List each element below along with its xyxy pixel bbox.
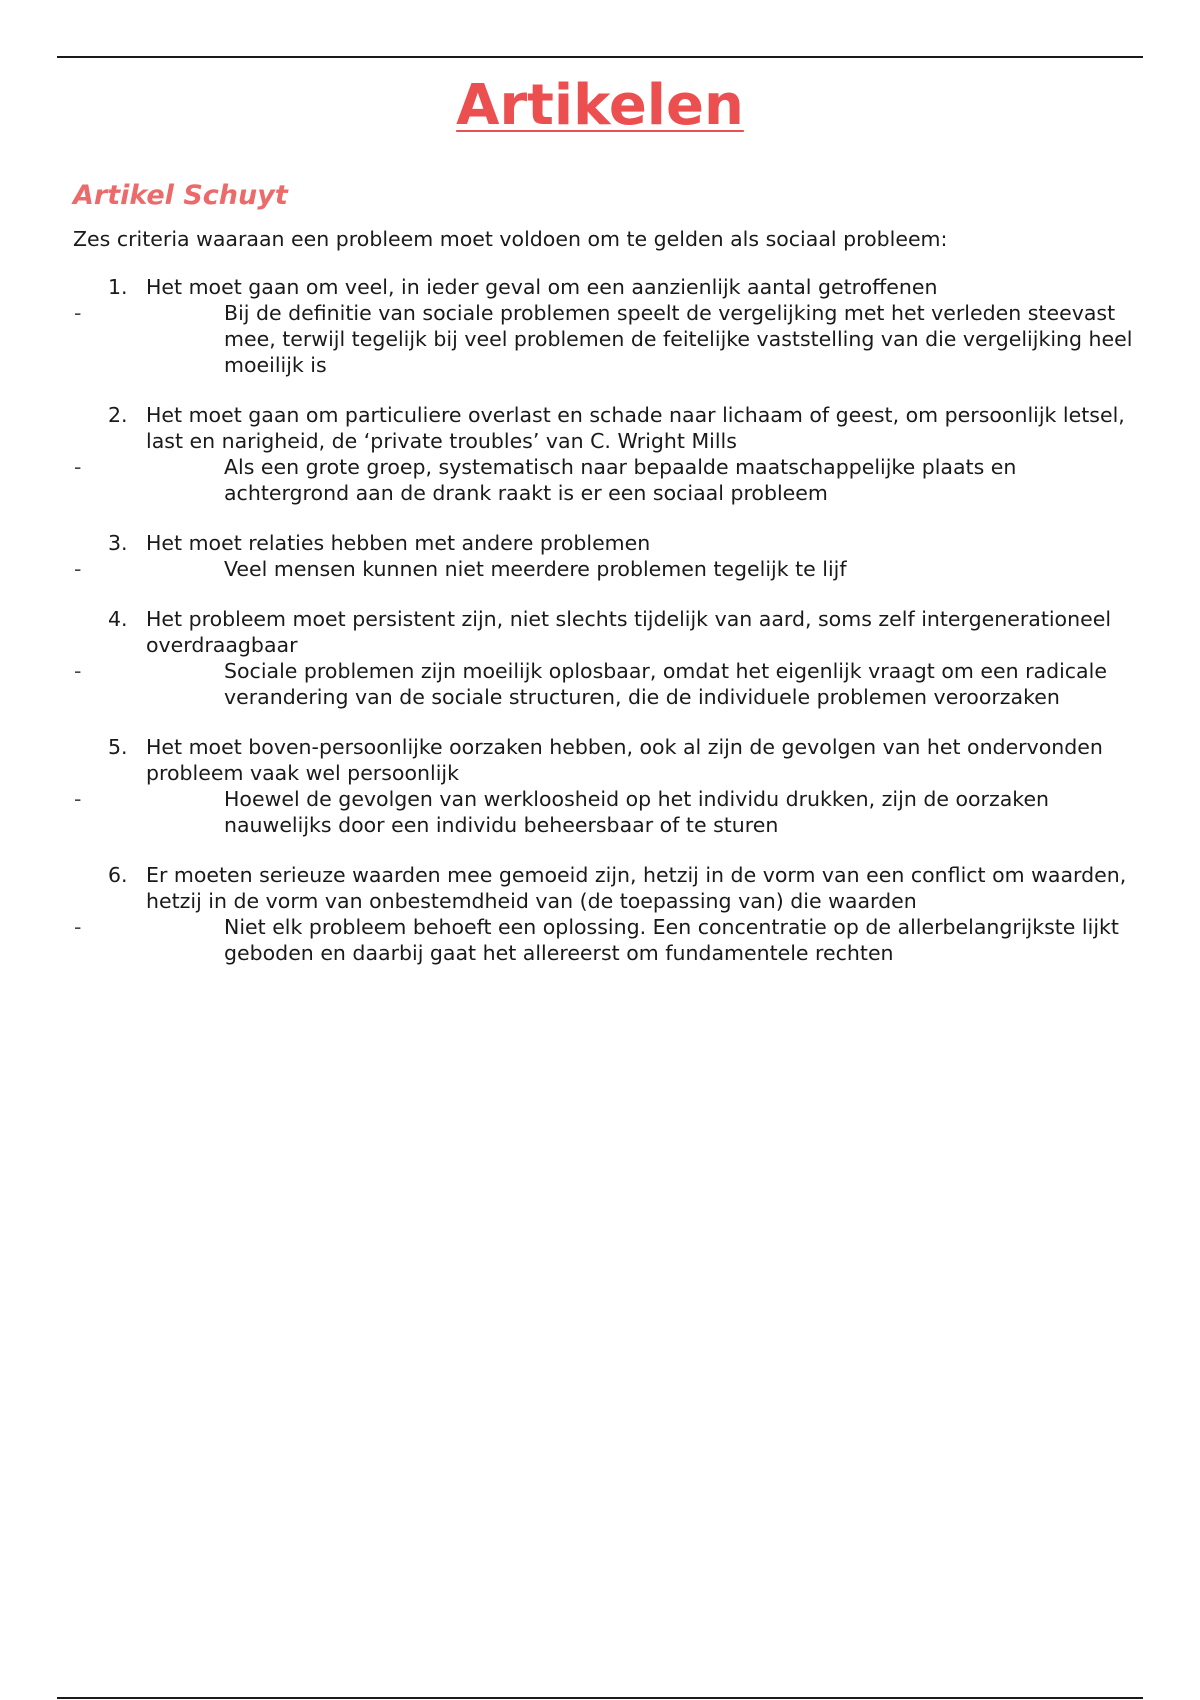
dash-bullet: - (74, 455, 82, 479)
document-body (73, 178, 1133, 990)
criteria-list (73, 274, 1133, 966)
criteria-number: 4. (108, 607, 128, 631)
criteria-subitem (74, 914, 1133, 966)
criteria-subitem-text: Als een grote groep, systematisch naar bepaalde maatschappelijke plaats en achtergrond aan de drank raakt is er een sociaal probleem (224, 455, 1017, 505)
dash-bullet: - (74, 557, 82, 581)
dash-bullet: - (74, 787, 82, 811)
criteria-subitem-text: Niet elk probleem behoeft een oplossing. Een concentratie op de allerbelangrijkste lijkt geboden en daarbij gaat het allereerst om fundamentele rechten (224, 915, 1119, 965)
footer-rule (57, 1697, 1143, 1699)
criteria-text: Het moet boven-persoonlijke oorzaken hebben, ook al zijn de gevolgen van het ondervonden probleem vaak wel persoonlijk (146, 735, 1103, 785)
section-heading: Artikel Schuyt (73, 180, 288, 211)
intro-paragraph: Zes criteria waaraan een probleem moet voldoen om te gelden als sociaal probleem: (73, 227, 948, 251)
criteria-item-3 (73, 530, 1133, 582)
criteria-item-5 (73, 734, 1133, 838)
criteria-subitem (74, 556, 1133, 582)
criteria-subitem-text: Sociale problemen zijn moeilijk oplosbaar, omdat het eigenlijk vraagt om een radicale verandering van de sociale structuren, die de individuele problemen veroorzaken (224, 659, 1107, 709)
criteria-sublist (74, 786, 1133, 838)
page-title (0, 72, 1200, 140)
criteria-sublist (74, 300, 1133, 378)
criteria-text: Er moeten serieuze waarden mee gemoeid zijn, hetzij in de vorm van een conflict om waarden, hetzij in de vorm van onbestemdheid van (de toepassing van) die waarden (146, 863, 1127, 913)
criteria-number: 1. (108, 275, 128, 299)
criteria-number: 6. (108, 863, 128, 887)
criteria-sublist (74, 914, 1133, 966)
criteria-number: 2. (108, 403, 128, 427)
criteria-subitem (74, 454, 1133, 506)
criteria-number: 3. (108, 531, 128, 555)
dash-bullet: - (74, 659, 82, 683)
criteria-subitem (74, 300, 1133, 378)
criteria-number: 5. (108, 735, 128, 759)
criteria-item-4 (73, 606, 1133, 710)
criteria-item-6 (73, 862, 1133, 966)
criteria-subitem-text: Hoewel de gevolgen van werkloosheid op het individu drukken, zijn de oorzaken nauwelijks door een individu beheersbaar of te sturen (224, 787, 1050, 837)
criteria-subitem (74, 786, 1133, 838)
criteria-text: Het probleem moet persistent zijn, niet slechts tijdelijk van aard, soms zelf intergenerationeel overdraagbaar (146, 607, 1112, 657)
criteria-text: Het moet relaties hebben met andere problemen (146, 531, 651, 555)
dash-bullet: - (74, 301, 82, 325)
header-rule (57, 56, 1143, 58)
criteria-sublist (74, 454, 1133, 506)
criteria-item-2 (73, 402, 1133, 506)
criteria-subitem (74, 658, 1133, 710)
criteria-text: Het moet gaan om veel, in ieder geval om een aanzienlijk aantal getroffenen (146, 275, 938, 299)
criteria-item-1 (73, 274, 1133, 378)
criteria-subitem-text: Bij de definitie van sociale problemen speelt de vergelijking met het verleden steevast mee, terwijl tegelijk bij veel problemen de feitelijke vaststelling van die vergelijking heel moeilijk is (224, 301, 1133, 377)
criteria-sublist (74, 556, 1133, 582)
dash-bullet: - (74, 915, 82, 939)
criteria-sublist (74, 658, 1133, 710)
page-title-text: Artikelen (456, 73, 744, 138)
criteria-text: Het moet gaan om particuliere overlast en schade naar lichaam of geest, om persoonlijk letsel, last en narigheid, de ‘private troubles’ van C. Wright Mills (146, 403, 1125, 453)
criteria-subitem-text: Veel mensen kunnen niet meerdere problemen tegelijk te lijf (224, 557, 847, 581)
